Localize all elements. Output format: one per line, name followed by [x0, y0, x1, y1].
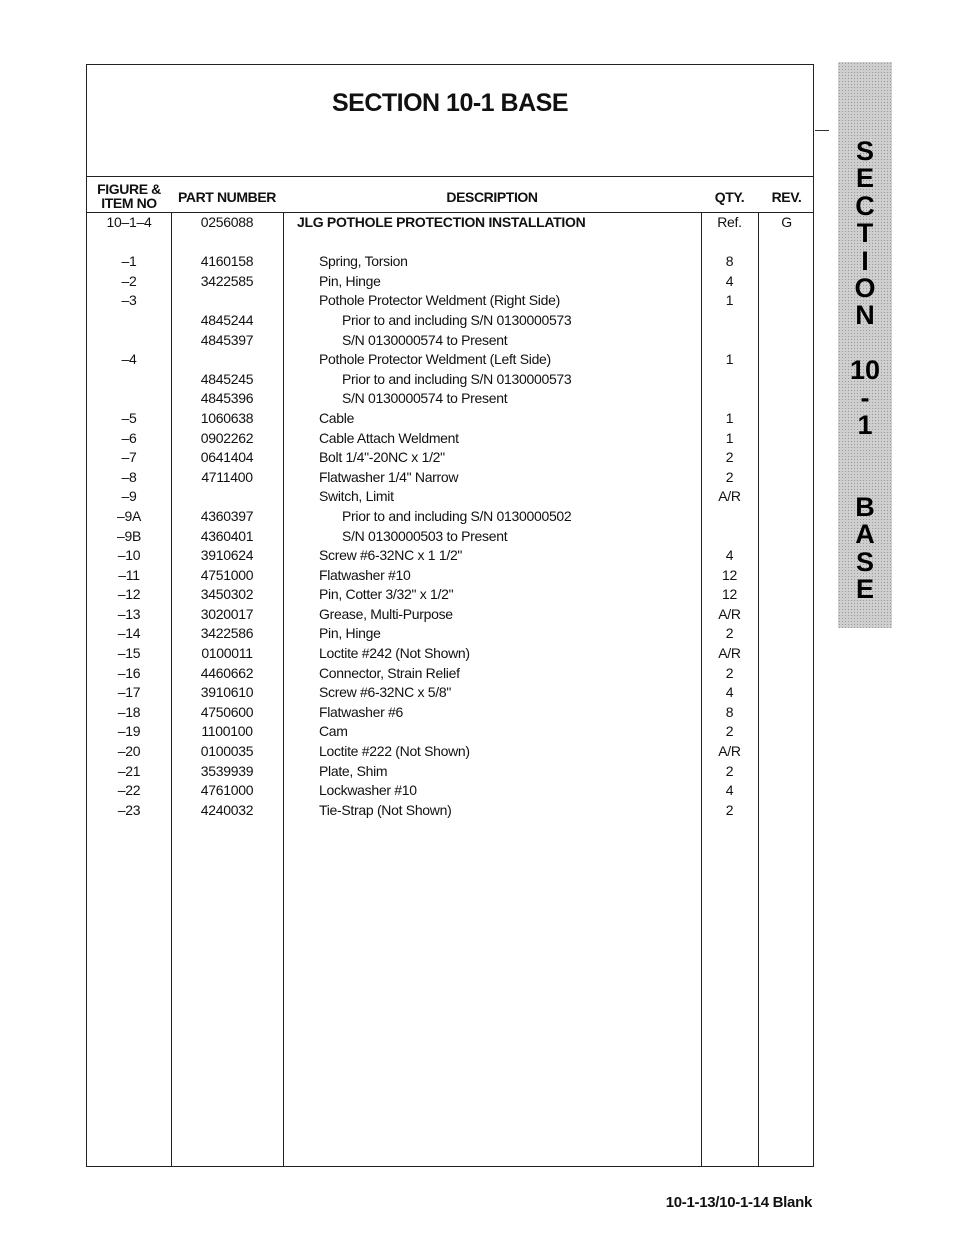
part-number: 3910610: [200, 684, 254, 701]
side-tab-letters: [838, 138, 892, 604]
table-row: [87, 565, 813, 585]
quantity: 2: [725, 762, 734, 779]
part-number: 4845245: [200, 370, 254, 387]
quantity: 4: [725, 782, 734, 799]
description: Prior to and including S/N 0130000573: [342, 311, 572, 328]
side-tab-letter: I: [861, 245, 869, 276]
description: Loctite #242 (Not Shown): [319, 645, 470, 662]
part-number: 4160158: [200, 253, 254, 270]
table-row: [87, 349, 813, 369]
side-tab-letter: T: [856, 218, 874, 249]
description: Spring, Torsion: [319, 253, 408, 270]
quantity: 2: [725, 723, 734, 740]
description: Cable Attach Weldment: [319, 429, 459, 446]
part-number: 4750600: [200, 703, 254, 720]
section-side-tab: [838, 62, 892, 628]
part-number: 0902262: [200, 429, 254, 446]
table-row: [87, 800, 813, 820]
item-number: –20: [117, 743, 141, 760]
quantity: 12: [722, 566, 737, 583]
quantity: 2: [725, 449, 734, 466]
part-number: 4751000: [200, 566, 254, 583]
part-number: 3910624: [200, 547, 254, 564]
quantity: 4: [725, 684, 734, 701]
header-qty: QTY.: [714, 189, 745, 205]
side-tab-letter: C: [855, 190, 875, 221]
header-rev: REV.: [771, 189, 802, 205]
side-tab-letter: 10: [849, 355, 881, 386]
table-row: [87, 682, 813, 702]
table-row: [87, 721, 813, 741]
margin-tick: [815, 130, 829, 131]
description: Pin, Cotter 3/32" x 1/2": [319, 586, 454, 603]
item-number: –17: [117, 684, 141, 701]
description: Flatwasher 1/4" Narrow: [319, 468, 459, 485]
part-number: 4845244: [200, 311, 254, 328]
part-number: 1100100: [201, 723, 253, 740]
side-tab-letter: S: [855, 546, 874, 577]
side-tab-letter: 1: [857, 409, 873, 440]
item-number: –15: [117, 645, 141, 662]
item-number: –6: [121, 429, 137, 446]
description: Prior to and including S/N 0130000502: [342, 507, 572, 524]
part-number: 3422586: [200, 625, 254, 642]
item-number: –9A: [116, 507, 141, 524]
table-row: [87, 761, 813, 781]
part-number: 0641404: [200, 449, 254, 466]
item-number: –5: [121, 409, 137, 426]
table-row: [87, 702, 813, 722]
side-tab-letter: E: [855, 574, 874, 605]
description: Connector, Strain Relief: [319, 664, 460, 681]
part-number: 4360401: [200, 527, 254, 544]
quantity: A/R: [718, 743, 741, 760]
table-row: [87, 408, 813, 428]
description: JLG POTHOLE PROTECTION INSTALLATION: [297, 214, 586, 230]
table-row: [87, 369, 813, 389]
part-number: 0100011: [201, 645, 253, 662]
quantity: 4: [725, 547, 734, 564]
quantity: 1: [725, 292, 734, 309]
table-row: [87, 467, 813, 487]
table-row: [87, 232, 813, 252]
side-tab-letter: [838, 330, 892, 357]
quantity: 8: [725, 703, 734, 720]
description: Pin, Hinge: [319, 272, 381, 289]
header-description: DESCRIPTION: [446, 189, 538, 205]
page-title: SECTION 10-1 BASE: [331, 89, 568, 117]
table-row: [87, 486, 813, 506]
table-row: [87, 212, 813, 232]
item-number: 10–1–4: [106, 214, 152, 230]
quantity: 1: [725, 409, 734, 426]
item-number: –18: [117, 703, 141, 720]
header-item-no: [87, 182, 171, 210]
part-number: 3020017: [200, 605, 254, 622]
description: Screw #6-32NC x 1 1/2": [319, 547, 463, 564]
page-number: 10-1-13/10-1-14 Blank: [665, 1194, 812, 1211]
item-number: –7: [121, 449, 137, 466]
description: S/N 0130000574 to Present: [342, 331, 508, 348]
description: Cable: [319, 409, 355, 426]
side-tab-letter: B: [855, 492, 875, 523]
table-row: [87, 447, 813, 467]
table-row: [87, 663, 813, 683]
part-number: 4460662: [200, 664, 254, 681]
item-number: –22: [117, 782, 141, 799]
part-number: 3422585: [200, 272, 254, 289]
table-row: [87, 388, 813, 408]
description: Flatwasher #6: [319, 703, 404, 720]
item-number: –8: [121, 468, 137, 485]
item-number: –4: [121, 351, 137, 368]
quantity: 1: [725, 429, 734, 446]
table-row: [87, 310, 813, 330]
part-number: 0100035: [200, 743, 254, 760]
part-number: 4845397: [200, 331, 254, 348]
quantity: 2: [725, 664, 734, 681]
table-row: [87, 506, 813, 526]
item-number: –13: [117, 605, 141, 622]
quantity: 8: [725, 253, 734, 270]
item-number: –9: [121, 488, 137, 505]
table-row: [87, 584, 813, 604]
title-area: [87, 65, 813, 177]
item-number: –2: [121, 272, 137, 289]
description: Pothole Protector Weldment (Left Side): [319, 351, 551, 368]
part-number: 4761000: [200, 782, 254, 799]
table-row: [87, 428, 813, 448]
quantity: 12: [722, 586, 737, 603]
description: Tie-Strap (Not Shown): [319, 801, 452, 818]
part-number: 1060638: [200, 409, 254, 426]
description: Pothole Protector Weldment (Right Side): [319, 292, 560, 309]
table-row: [87, 330, 813, 350]
table-row: [87, 741, 813, 761]
header-item-line2: ITEM NO: [101, 195, 157, 211]
header-item-line1: FIGURE &: [97, 181, 161, 197]
item-number: –12: [117, 586, 141, 603]
item-number: –19: [117, 723, 141, 740]
side-tab-letter: -: [860, 382, 870, 413]
table-row: [87, 623, 813, 643]
table-row: [87, 643, 813, 663]
table-row: [87, 545, 813, 565]
table-row: [87, 604, 813, 624]
description: Grease, Multi-Purpose: [319, 605, 453, 622]
quantity: 2: [725, 801, 734, 818]
description: Cam: [319, 723, 348, 740]
part-number: 3539939: [200, 762, 254, 779]
part-number: 4240032: [200, 801, 254, 818]
item-number: –11: [118, 566, 140, 583]
description: S/N 0130000574 to Present: [342, 390, 508, 407]
description: Bolt 1/4"-20NC x 1/2": [319, 449, 445, 466]
parts-list-frame: [86, 64, 814, 1167]
side-tab-letter: N: [855, 300, 875, 331]
parts-table-body: [87, 212, 813, 819]
item-number: –21: [117, 762, 141, 779]
side-tab-letter: S: [855, 136, 874, 166]
description: Flatwasher #10: [319, 566, 411, 583]
side-tab-letter: A: [855, 519, 875, 550]
description: S/N 0130000503 to Present: [342, 527, 508, 544]
side-tab-letter: [838, 467, 892, 494]
quantity: A/R: [718, 645, 741, 662]
part-number: 4845396: [200, 390, 254, 407]
description: Switch, Limit: [319, 488, 394, 505]
quantity: 2: [725, 625, 734, 642]
item-number: –16: [117, 664, 141, 681]
item-number: –1: [121, 253, 137, 270]
part-number: 4711400: [201, 468, 253, 485]
item-number: –14: [117, 625, 141, 642]
description: Prior to and including S/N 0130000573: [342, 370, 572, 387]
table-row: [87, 271, 813, 291]
revision: G: [781, 214, 792, 230]
quantity: 1: [725, 351, 734, 368]
quantity: A/R: [718, 605, 741, 622]
side-tab-letter: O: [854, 272, 876, 303]
table-row: [87, 290, 813, 310]
table-row: [87, 251, 813, 271]
side-tab-letter: E: [855, 163, 874, 194]
description: Screw #6-32NC x 5/8": [319, 684, 452, 701]
table-row: [87, 526, 813, 546]
quantity: 2: [725, 468, 734, 485]
description: Pin, Hinge: [319, 625, 381, 642]
quantity: 4: [725, 272, 734, 289]
part-number: 3450302: [200, 586, 254, 603]
side-tab-letter: [838, 439, 892, 466]
header-part-number: PART NUMBER: [177, 189, 276, 205]
item-number: –3: [121, 292, 137, 309]
description: Loctite #222 (Not Shown): [319, 743, 470, 760]
description: Lockwasher #10: [319, 782, 417, 799]
description: Plate, Shim: [319, 762, 388, 779]
item-number: –23: [117, 801, 141, 818]
item-number: –9B: [116, 527, 141, 544]
table-row: [87, 780, 813, 800]
item-number: –10: [117, 547, 141, 564]
quantity: A/R: [718, 488, 741, 505]
part-number: 4360397: [200, 507, 254, 524]
quantity: Ref.: [717, 214, 742, 230]
part-number: 0256088: [200, 214, 254, 230]
